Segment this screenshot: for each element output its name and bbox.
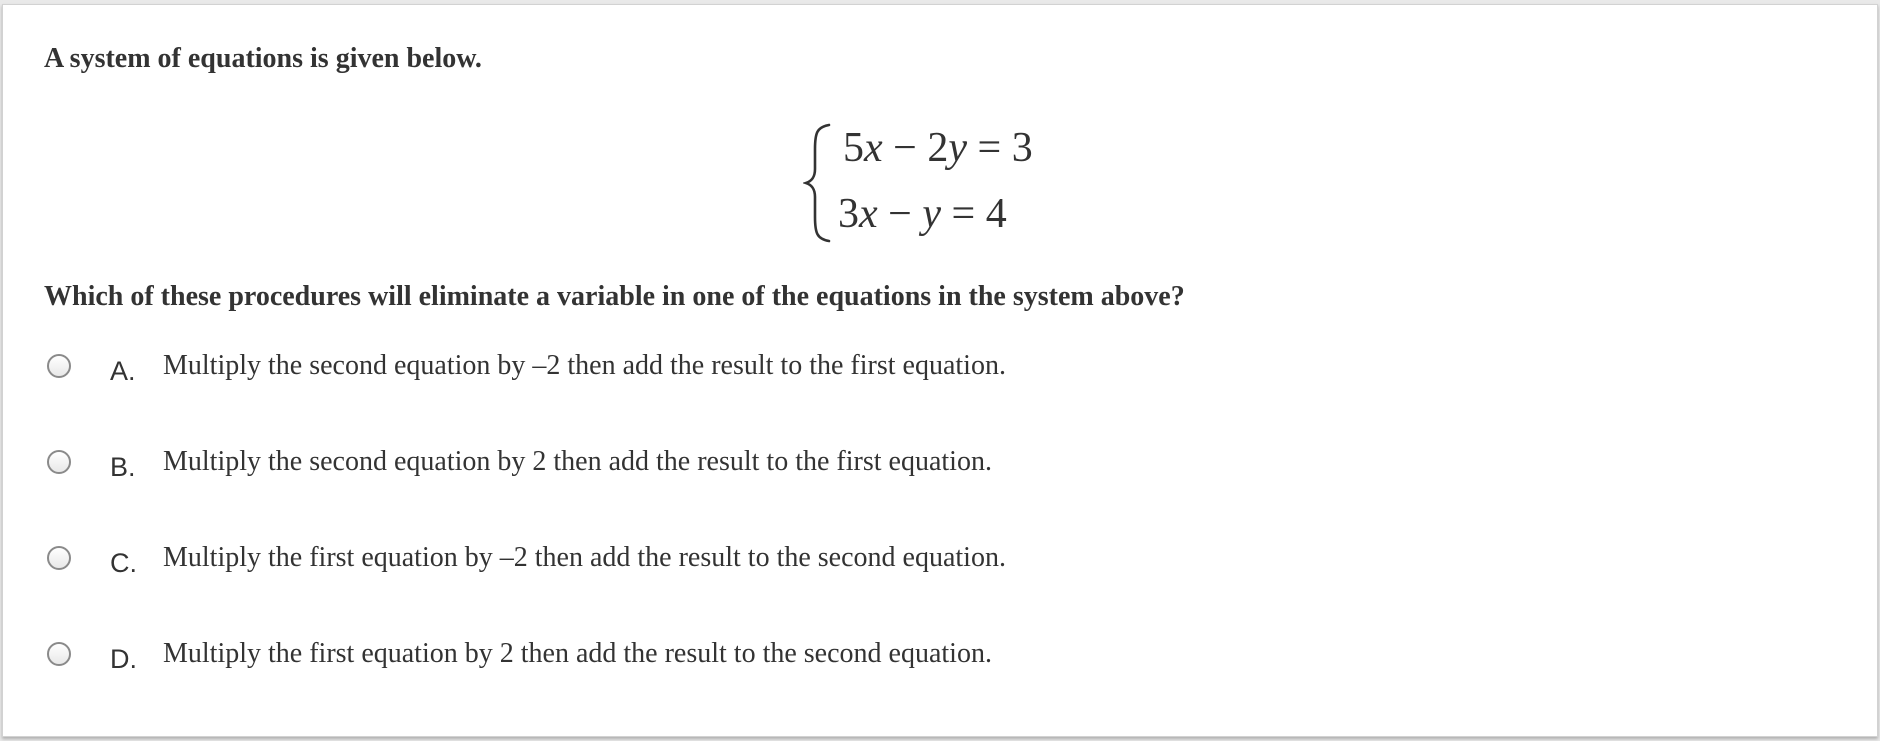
- eq1-coef-x: 5: [843, 125, 864, 171]
- radio-button-d[interactable]: [47, 642, 71, 666]
- choice-c-text: Multiply the first equation by –2 then add the result to the second equation.: [163, 542, 1006, 573]
- eq1-var-y: y: [948, 125, 967, 171]
- choice-b[interactable]: [43, 444, 1243, 484]
- eq1-coef-y: 2: [927, 125, 949, 171]
- eq1-operator: −: [893, 125, 917, 171]
- equation-2: [838, 193, 1007, 235]
- choice-d[interactable]: [43, 636, 1243, 676]
- eq2-var-y: y: [922, 191, 941, 237]
- equation-system: [803, 123, 1093, 243]
- choice-c-letter: C.: [110, 548, 137, 578]
- eq2-equals: =: [951, 191, 976, 237]
- equation-1: [843, 127, 1033, 169]
- choice-d-letter: D.: [110, 644, 137, 674]
- eq1-var-x: x: [864, 125, 883, 171]
- choice-a-letter: A.: [110, 356, 136, 386]
- question-card: [2, 4, 1878, 737]
- eq1-equals: =: [977, 125, 1002, 171]
- left-brace-icon: [803, 123, 835, 243]
- radio-button-a[interactable]: [47, 354, 71, 378]
- choice-a[interactable]: [43, 348, 1243, 388]
- choice-b-letter: B.: [110, 452, 136, 482]
- eq2-var-x: x: [859, 191, 878, 237]
- radio-button-b[interactable]: [47, 450, 71, 474]
- eq1-constant: 3: [1011, 125, 1033, 171]
- intro-text: A system of equations is given below.: [44, 43, 482, 74]
- choice-b-text: Multiply the second equation by 2 then add the result to the first equation.: [163, 446, 992, 477]
- choice-d-text: Multiply the first equation by 2 then add the result to the second equation.: [163, 638, 992, 669]
- question-text: Which of these procedures will eliminate a variable in one of the equations in the system above?: [44, 281, 1185, 312]
- choice-a-text: Multiply the second equation by –2 then add the result to the first equation.: [163, 350, 1006, 381]
- eq2-operator: −: [888, 191, 912, 237]
- choice-c[interactable]: [43, 540, 1243, 580]
- radio-button-c[interactable]: [47, 546, 71, 570]
- eq2-constant: 4: [985, 191, 1007, 237]
- eq2-coef-x: 3: [838, 191, 859, 237]
